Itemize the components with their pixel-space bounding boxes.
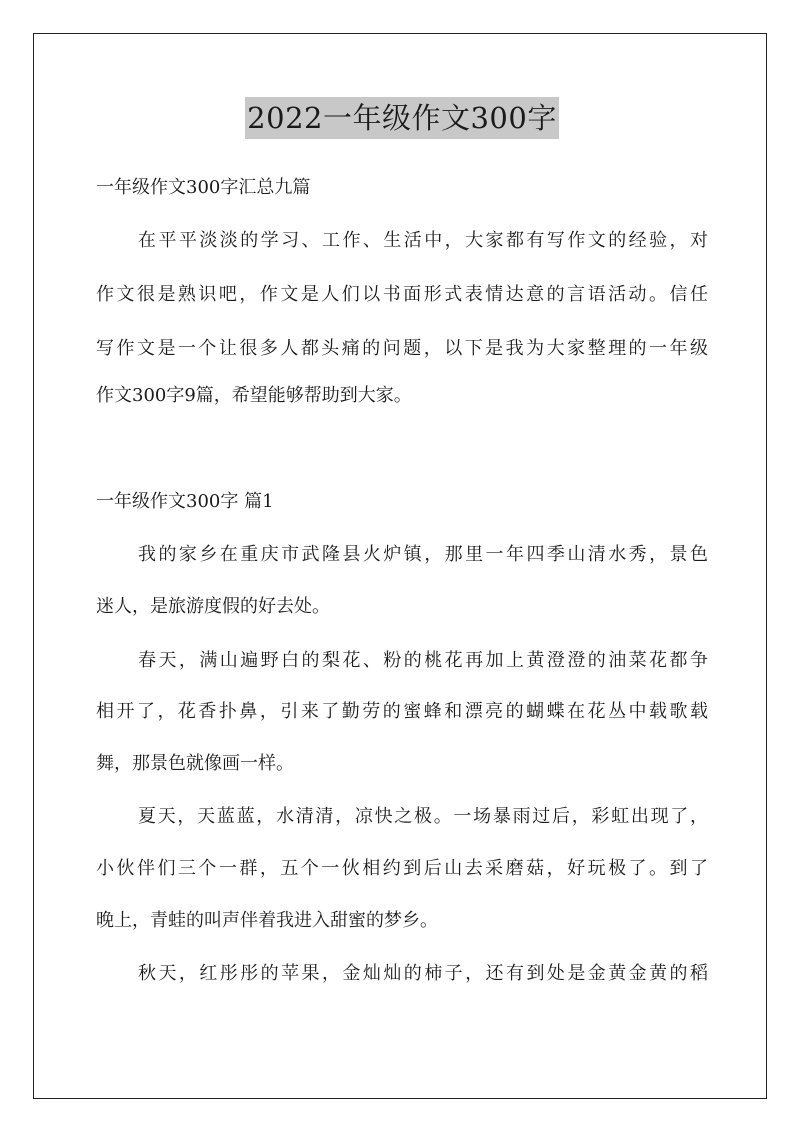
intro-line-1: 在平平淡淡的学习、工作、生活中，大家都有写作文的经验，对 — [138, 230, 708, 251]
intro-line-4: 作文300字9篇，希望能够帮助到大家。 — [96, 385, 412, 406]
paragraph-line: 秋天，红彤彤的苹果，金灿灿的柿子，还有到处是金黄金黄的稻 — [138, 963, 708, 984]
paragraph-line: 我的家乡在重庆市武隆县火炉镇，那里一年四季山清水秀，景色 — [138, 544, 708, 565]
paragraph-line: 小伙伴们三个一群，五个一伙相约到后山去采磨菇，好玩极了。到了 — [96, 858, 708, 879]
document-title: 2022一年级作文300字 — [245, 97, 559, 139]
paragraph-line: 晚上，青蛙的叫声伴着我进入甜蜜的梦乡。 — [96, 910, 438, 931]
document-subtitle: 一年级作文300字汇总九篇 — [96, 177, 311, 198]
paragraph-line: 春天，满山遍野白的梨花、粉的桃花再加上黄澄澄的油菜花都争 — [138, 650, 708, 671]
intro-line-2: 作文很是熟识吧，作文是人们以书面形式表情达意的言语活动。信任 — [96, 284, 708, 305]
paragraph-line: 相开了，花香扑鼻，引来了勤劳的蜜蜂和漂亮的蝴蝶在花丛中载歌载 — [96, 701, 708, 722]
paragraph-line: 夏天，天蓝蓝，水清清，凉快之极。一场暴雨过后，彩虹出现了， — [138, 806, 708, 827]
intro-line-3: 写作文是一个让很多人都头痛的问题，以下是我为大家整理的一年级 — [96, 338, 708, 359]
section-heading: 一年级作文300字 篇1 — [96, 491, 274, 512]
paragraph-line: 迷人，是旅游度假的好去处。 — [96, 596, 330, 617]
title-block — [96, 97, 708, 139]
paragraph-line: 舞，那景色就像画一样。 — [96, 753, 294, 774]
